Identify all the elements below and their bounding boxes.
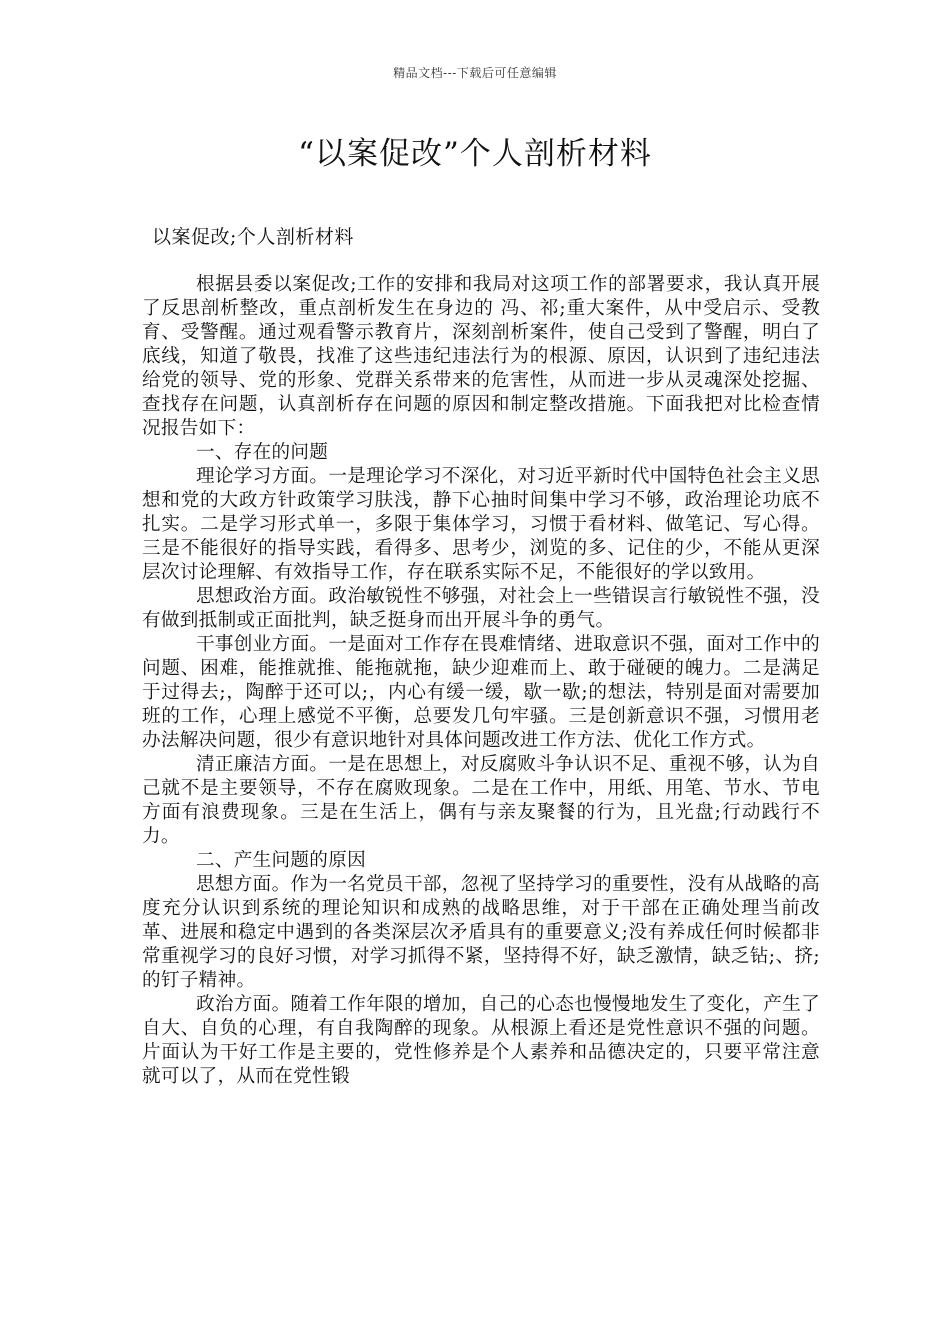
paragraph-thought-causes: 思想方面。作为一名党员干部，忽视了坚持学习的重要性，没有从战略的高度充分认识到系统的理论知识和成熟的战略思维，对于干部在正确处理当前改革、进展和稳定中遇到的各类深层次矛盾具有的重要意义;没有养成任何时候都非常重视学习的良好习惯，对学习抓得不紧，坚持得不好，缺乏激情，缺乏钻;、挤;的钉子精神。 — [142, 874, 820, 991]
paragraph-integrity: 清正廉洁方面。一是在思想上，对反腐败斗争认识不足、重视不够，认为自己就不是主要领导，不存在腐败现象。二是在工作中，用纸、用笔、节水、节电方面有浪费现象。三是在生活上，偶有与亲友聚餐的行为，且光盘;行动践行不力。 — [142, 754, 820, 847]
paragraph-theory-study: 理论学习方面。一是理论学习不深化，对习近平新时代中国特色社会主义思想和党的大政方针政策学习肤浅，静下心抽时间集中学习不够，政治理论功底不扎实。二是学习形式单一，多限于集体学习，习惯于看材料、做笔记、写心得。三是不能很好的指导实践，看得多、思考少，浏览的多、记住的少，不能从更深层次讨论理解、有效指导工作，存在联系实际不足，不能很好的学以致用。 — [142, 466, 820, 583]
document-subtitle: 以案促改;个人剖析材料 — [152, 226, 354, 248]
document-title: “以案促改”个人剖析材料 — [298, 136, 652, 172]
paragraph-entrepreneurship: 干事创业方面。一是面对工作存在畏难情绪、进取意识不强，面对工作中的问题、困难，能推就推、能拖就拖，缺少迎难而上、敢于碰硬的魄力。二是满足于过得去;，陶醉于还可以;，内心有缓一缓，歇一歇;的想法，特别是面对需要加班的工作，心理上感觉不平衡，总要发几句牢骚。三是创新意识不强，习惯用老办法解决问题，很少有意识地针对具体问题改进工作方法、优化工作方式。 — [142, 634, 820, 751]
section-heading-causes: 二、产生问题的原因 — [195, 850, 366, 871]
paragraph-ideological-politics: 思想政治方面。政治敏锐性不够强，对社会上一些错误言行敏锐性不强，没有做到抵制或正面批判，缺乏挺身而出开展斗争的勇气。 — [142, 586, 820, 631]
document-body — [142, 273, 820, 1089]
paragraph-intro: 根据县委以案促改;工作的安排和我局对这项工作的部署要求，我认真开展了反思剖析整改，重点剖析发生在身边的 冯、祁;重大案件，从中受启示、受教育、受警醒。通过观看警示教育片，深刻剖析案件，使自己受到了警醒，明白了底线，知道了敬畏，找准了这些违纪违法行为的根源、原因，认识到了违纪违法给党的领导、党的形象、党群关系带来的危害性，从而进一步从灵魂深处挖掘、查找存在问题，认真剖析存在问题的原因和制定整改措施。下面我把对比检查情况报告如下： — [142, 274, 820, 439]
header-note: 精品文档---下载后可任意编辑 — [393, 66, 557, 80]
section-heading-problems: 一、存在的问题 — [195, 442, 329, 463]
paragraph-political-causes: 政治方面。随着工作年限的增加，自己的心态也慢慢地发生了变化，产生了自大、自负的心理，有自我陶醉的现象。从根源上看还是党性意识不强的问题。片面认为干好工作是主要的，党性修养是个人素养和品德决定的，只要平常注意就可以了，从而在党性锻 — [142, 994, 820, 1087]
